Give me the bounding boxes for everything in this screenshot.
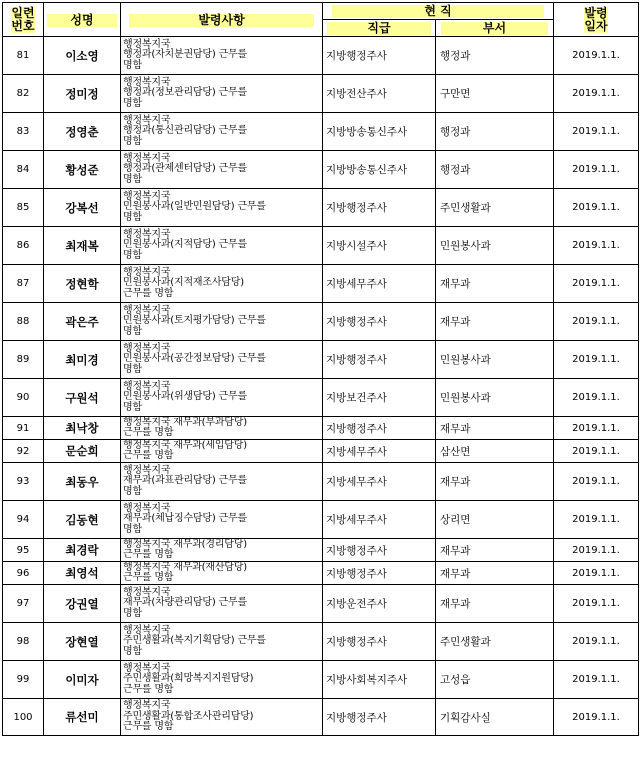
name-cell: 최미경 xyxy=(44,341,121,379)
name-cell: 최낙창 xyxy=(44,417,121,440)
name-cell: 최영석 xyxy=(44,562,121,585)
table-row xyxy=(3,37,639,75)
name-cell: 이미자 xyxy=(44,661,121,699)
table-row xyxy=(3,265,639,303)
header-current: 현 직 xyxy=(323,3,554,20)
dept-cell: 구만면 xyxy=(436,75,554,113)
serial-number-cell: 88 xyxy=(3,303,44,341)
table-row xyxy=(3,113,639,151)
serial-number-cell: 93 xyxy=(3,463,44,501)
appointment-cell: 행정복지국 행정과(통신관리담당) 근무를 명함 xyxy=(121,113,323,151)
table-row xyxy=(3,623,639,661)
appointment-cell: 행정복지국 민원봉사과(지적재조사담당) 근무를 명함 xyxy=(121,265,323,303)
rank-cell: 지방세무주사 xyxy=(323,501,436,539)
serial-number-cell: 92 xyxy=(3,440,44,463)
table-row xyxy=(3,501,639,539)
serial-number-cell: 95 xyxy=(3,539,44,562)
table-row xyxy=(3,303,639,341)
serial-number-cell: 99 xyxy=(3,661,44,699)
dept-cell: 재무과 xyxy=(436,463,554,501)
rank-cell: 지방사회복지주사 xyxy=(323,661,436,699)
table-row xyxy=(3,227,639,265)
serial-number-cell: 90 xyxy=(3,379,44,417)
table-row xyxy=(3,75,639,113)
name-cell: 류선미 xyxy=(44,699,121,736)
header-rank: 직급 xyxy=(323,20,436,37)
rank-cell: 지방행정주사 xyxy=(323,303,436,341)
appointment-cell: 행정복지국 재무과(체납징수담당) 근무를 명함 xyxy=(121,501,323,539)
rank-cell: 지방행정주사 xyxy=(323,37,436,75)
table-row xyxy=(3,661,639,699)
date-cell: 2019.1.1. xyxy=(554,37,639,75)
dept-cell: 재무과 xyxy=(436,585,554,623)
appointment-cell: 행정복지국 행정과(정보관리담당) 근무를 명함 xyxy=(121,75,323,113)
table-row xyxy=(3,539,639,562)
rank-cell: 지방행정주사 xyxy=(323,341,436,379)
appointment-cell: 행정복지국 주민생활과(통합조사관리담당) 근무를 명함 xyxy=(121,699,323,736)
rank-cell: 지방세무주사 xyxy=(323,463,436,501)
date-cell: 2019.1.1. xyxy=(554,585,639,623)
serial-number-cell: 100 xyxy=(3,699,44,736)
name-cell: 곽은주 xyxy=(44,303,121,341)
date-cell: 2019.1.1. xyxy=(554,189,639,227)
date-cell: 2019.1.1. xyxy=(554,113,639,151)
header-name: 성명 xyxy=(44,3,121,37)
dept-cell: 상리면 xyxy=(436,501,554,539)
date-cell: 2019.1.1. xyxy=(554,623,639,661)
name-cell: 최재복 xyxy=(44,227,121,265)
serial-number-cell: 83 xyxy=(3,113,44,151)
dept-cell: 고성읍 xyxy=(436,661,554,699)
rank-cell: 지방세무주사 xyxy=(323,440,436,463)
date-cell: 2019.1.1. xyxy=(554,539,639,562)
name-cell: 최동우 xyxy=(44,463,121,501)
dept-cell: 재무과 xyxy=(436,265,554,303)
table-row xyxy=(3,585,639,623)
table-row xyxy=(3,417,639,440)
date-cell: 2019.1.1. xyxy=(554,661,639,699)
dept-cell: 민원봉사과 xyxy=(436,341,554,379)
serial-number-cell: 94 xyxy=(3,501,44,539)
appointment-cell: 행정복지국 민원봉사과(일반민원담당) 근무를 명함 xyxy=(121,189,323,227)
header-appointment: 발령사항 xyxy=(121,3,323,37)
name-cell: 김동현 xyxy=(44,501,121,539)
appointment-cell: 행정복지국 재무과(차량관리담당) 근무를 명함 xyxy=(121,585,323,623)
name-cell: 최경락 xyxy=(44,539,121,562)
table-row xyxy=(3,562,639,585)
dept-cell: 재무과 xyxy=(436,562,554,585)
name-cell: 문순희 xyxy=(44,440,121,463)
serial-number-cell: 85 xyxy=(3,189,44,227)
appointment-cell: 행정복지국 재무과(세입담당) 근무를 명함 xyxy=(121,440,323,463)
date-cell: 2019.1.1. xyxy=(554,699,639,736)
date-cell: 2019.1.1. xyxy=(554,562,639,585)
dept-cell: 민원봉사과 xyxy=(436,227,554,265)
header-serial: 일련 번호 xyxy=(3,3,44,37)
appointment-cell: 행정복지국 주민생활과(희망복지지원담당) 근무를 명함 xyxy=(121,661,323,699)
appointment-cell: 행정복지국 재무과(부과담당) 근무를 명함 xyxy=(121,417,323,440)
name-cell: 이소영 xyxy=(44,37,121,75)
appointment-cell: 행정복지국 민원봉사과(위생담당) 근무를 명함 xyxy=(121,379,323,417)
serial-number-cell: 87 xyxy=(3,265,44,303)
rank-cell: 지방행정주사 xyxy=(323,417,436,440)
appointment-cell: 행정복지국 민원봉사과(지적담당) 근무를 명함 xyxy=(121,227,323,265)
rank-cell: 지방행정주사 xyxy=(323,562,436,585)
appointment-cell: 행정복지국 재무과(경리담당) 근무를 명함 xyxy=(121,539,323,562)
date-cell: 2019.1.1. xyxy=(554,303,639,341)
appointment-cell: 행정복지국 행정과(관제센터담당) 근무를 명함 xyxy=(121,151,323,189)
rank-cell: 지방행정주사 xyxy=(323,623,436,661)
serial-number-cell: 86 xyxy=(3,227,44,265)
dept-cell: 재무과 xyxy=(436,417,554,440)
appointment-table xyxy=(2,2,639,736)
rank-cell: 지방행정주사 xyxy=(323,189,436,227)
date-cell: 2019.1.1. xyxy=(554,75,639,113)
name-cell: 강권열 xyxy=(44,585,121,623)
serial-number-cell: 98 xyxy=(3,623,44,661)
dept-cell: 기획감사실 xyxy=(436,699,554,736)
date-cell: 2019.1.1. xyxy=(554,151,639,189)
header-dept: 부서 xyxy=(436,20,554,37)
dept-cell: 재무과 xyxy=(436,539,554,562)
name-cell: 구원석 xyxy=(44,379,121,417)
rank-cell: 지방세무주사 xyxy=(323,265,436,303)
dept-cell: 주민생활과 xyxy=(436,189,554,227)
dept-cell: 주민생활과 xyxy=(436,623,554,661)
dept-cell: 삼산면 xyxy=(436,440,554,463)
name-cell: 정영춘 xyxy=(44,113,121,151)
serial-number-cell: 81 xyxy=(3,37,44,75)
date-cell: 2019.1.1. xyxy=(554,379,639,417)
name-cell: 정현학 xyxy=(44,265,121,303)
name-cell: 황성준 xyxy=(44,151,121,189)
appointment-cell: 행정복지국 재무과(과표관리담당) 근무를 명함 xyxy=(121,463,323,501)
date-cell: 2019.1.1. xyxy=(554,440,639,463)
date-cell: 2019.1.1. xyxy=(554,265,639,303)
table-row xyxy=(3,379,639,417)
rank-cell: 지방행정주사 xyxy=(323,699,436,736)
table-row xyxy=(3,189,639,227)
rank-cell: 지방시설주사 xyxy=(323,227,436,265)
rank-cell: 지방운전주사 xyxy=(323,585,436,623)
table-row xyxy=(3,699,639,736)
table-row xyxy=(3,440,639,463)
serial-number-cell: 84 xyxy=(3,151,44,189)
table-row xyxy=(3,463,639,501)
rank-cell: 지방방송통신주사 xyxy=(323,113,436,151)
appointment-cell: 행정복지국 행정과(자치분권담당) 근무를 명함 xyxy=(121,37,323,75)
date-cell: 2019.1.1. xyxy=(554,463,639,501)
dept-cell: 행정과 xyxy=(436,151,554,189)
appointment-cell: 행정복지국 주민생활과(복지기획담당) 근무를 명함 xyxy=(121,623,323,661)
table-row xyxy=(3,341,639,379)
rank-cell: 지방보건주사 xyxy=(323,379,436,417)
serial-number-cell: 89 xyxy=(3,341,44,379)
date-cell: 2019.1.1. xyxy=(554,501,639,539)
serial-number-cell: 96 xyxy=(3,562,44,585)
date-cell: 2019.1.1. xyxy=(554,341,639,379)
rank-cell: 지방전산주사 xyxy=(323,75,436,113)
rank-cell: 지방행정주사 xyxy=(323,539,436,562)
dept-cell: 재무과 xyxy=(436,303,554,341)
appointment-cell: 행정복지국 민원봉사과(토지평가담당) 근무를 명함 xyxy=(121,303,323,341)
name-cell: 장현열 xyxy=(44,623,121,661)
header-date: 발령 일자 xyxy=(554,3,639,37)
serial-number-cell: 91 xyxy=(3,417,44,440)
name-cell: 정미정 xyxy=(44,75,121,113)
serial-number-cell: 97 xyxy=(3,585,44,623)
dept-cell: 행정과 xyxy=(436,37,554,75)
rank-cell: 지방방송통신주사 xyxy=(323,151,436,189)
date-cell: 2019.1.1. xyxy=(554,227,639,265)
table-row xyxy=(3,151,639,189)
appointment-cell: 행정복지국 재무과(재산담당) 근무를 명함 xyxy=(121,562,323,585)
appointment-cell: 행정복지국 민원봉사과(공간정보담당) 근무를 명함 xyxy=(121,341,323,379)
dept-cell: 민원봉사과 xyxy=(436,379,554,417)
dept-cell: 행정과 xyxy=(436,113,554,151)
date-cell: 2019.1.1. xyxy=(554,417,639,440)
name-cell: 강복선 xyxy=(44,189,121,227)
serial-number-cell: 82 xyxy=(3,75,44,113)
